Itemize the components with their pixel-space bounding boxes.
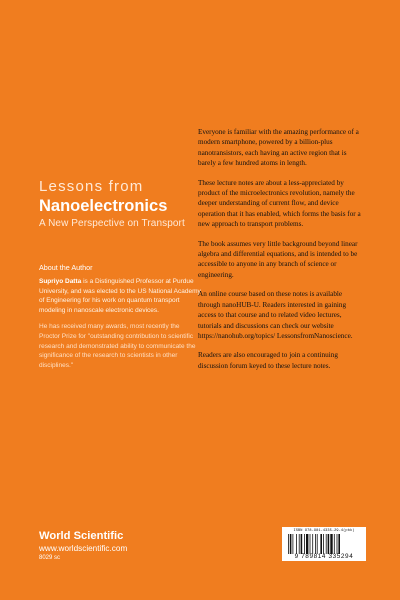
about-author-section	[39, 263, 201, 377]
book-description	[198, 127, 366, 380]
description-paragraph: These lecture notes are about a less-appreciated by product of the microelectronics revolution, namely the deeper understanding of current flow, and device operation that it has enabled, which forms the basis for a new approach to transport problems.	[198, 178, 361, 229]
publisher-code: 8029 sc	[39, 555, 61, 561]
book-title-line1: Lessons from	[39, 178, 144, 195]
book-subtitle: A New Perspective on Transport	[39, 218, 185, 229]
description-paragraph: An online course based on these notes is available through nanoHUB-U. Readers interested in gaining access to that course and to related video lectures, tutorials and discussions can check our website https://nanohub.org/topics/ LessonsfromNanoscience.	[198, 290, 353, 340]
isbn-barcode	[282, 527, 366, 561]
book-title-line2: Nanoelectronics	[39, 197, 168, 215]
book-title-block	[39, 178, 199, 229]
description-paragraph: Readers are also encouraged to join a continuing discussion forum keyed to these lecture notes.	[198, 351, 338, 370]
author-bio	[39, 277, 201, 315]
isbn-text: ISBN 978-981-4335-29-4(pbk)	[293, 529, 355, 533]
author-awards: He has received many awards, most recently the Proctor Prize for "outstanding contribution to scientific research and demonstrated ability to communicate the significance of the research to scientists in other disciplines."	[39, 323, 196, 369]
barcode-bars	[287, 534, 361, 554]
publisher-block	[39, 530, 127, 561]
publisher-url: www.worldscientific.com	[39, 544, 128, 553]
publisher-name: World Scientific	[39, 530, 124, 542]
barcode-digits: 9 789814 335294	[294, 553, 354, 560]
author-name: Supriyo Datta	[39, 278, 82, 285]
about-author-heading: About the Author	[39, 263, 93, 272]
author-bio-text: is a Distinguished Professor at Purdue University, and was elected to the US National Academy of Engineering for his work on quantum transport modeling in nanoscale electronic devices.	[39, 278, 201, 314]
description-paragraph: The book assumes very little background beyond linear algebra and differential equations, and is intended to be accessible to anyone in any branch of science or engineering.	[198, 239, 358, 279]
description-paragraph: Everyone is familiar with the amazing performance of a modern smartphone, powered by a billion-plus nanotransistors, each having an active region that is barely a few hundred atoms in length.	[198, 128, 359, 168]
